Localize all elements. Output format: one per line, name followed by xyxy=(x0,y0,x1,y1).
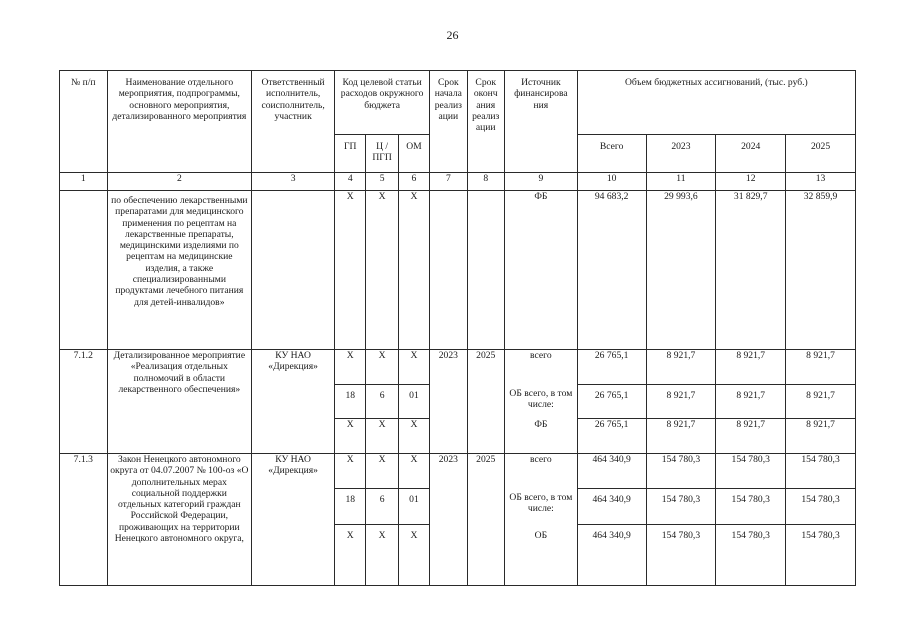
amount-2025: 154 780,3 xyxy=(786,525,856,586)
header-total: Всего xyxy=(577,135,646,173)
index-cell: 8 xyxy=(467,173,504,191)
amount-2025: 8 921,7 xyxy=(786,350,856,385)
index-row xyxy=(60,173,856,191)
amount-total: 94 683,2 xyxy=(577,191,646,350)
row-responsible: КУ НАО «Дирекция» xyxy=(252,350,335,454)
end-year: 2025 xyxy=(467,454,504,586)
code-cpgp: Х xyxy=(366,454,398,489)
amount-2024: 154 780,3 xyxy=(716,525,786,586)
amount-2024: 8 921,7 xyxy=(716,419,786,454)
code-gp: 18 xyxy=(335,385,366,419)
header-num: № п/п xyxy=(60,71,108,173)
code-gp: Х xyxy=(335,419,366,454)
page-number: 26 xyxy=(446,28,459,42)
row-name: Детализированное мероприятие «Реализация отдельных полномочий в области лекарственного обеспечения» xyxy=(107,350,252,454)
header-cpgp: Ц / ПГП xyxy=(366,135,398,173)
code-cpgp: Х xyxy=(366,419,398,454)
start-year: 2023 xyxy=(430,454,467,586)
funding-source: ОБ всего, в том числе: xyxy=(504,489,577,525)
code-om: Х xyxy=(398,525,429,586)
code-gp: Х xyxy=(335,350,366,385)
table-row xyxy=(60,350,856,385)
code-om: Х xyxy=(398,454,429,489)
index-cell: 9 xyxy=(504,173,577,191)
index-cell: 6 xyxy=(398,173,429,191)
amount-2025: 154 780,3 xyxy=(786,454,856,489)
header-2024: 2024 xyxy=(716,135,786,173)
funding-source: ФБ xyxy=(504,419,577,454)
amount-total: 26 765,1 xyxy=(577,350,646,385)
amount-2025: 8 921,7 xyxy=(786,385,856,419)
amount-2024: 154 780,3 xyxy=(716,489,786,525)
amount-2023: 8 921,7 xyxy=(646,419,716,454)
funding-source: всего xyxy=(504,350,577,385)
header-row xyxy=(60,71,856,135)
index-cell: 12 xyxy=(716,173,786,191)
header-name: Наименование отдельного мероприятия, подпрограммы, основного мероприятия, детализированного мероприятия xyxy=(107,71,252,173)
amount-total: 464 340,9 xyxy=(577,525,646,586)
amount-2023: 154 780,3 xyxy=(646,454,716,489)
amount-2023: 8 921,7 xyxy=(646,385,716,419)
index-cell: 5 xyxy=(366,173,398,191)
header-source: Источник финансирова ния xyxy=(504,71,577,173)
amount-2023: 29 993,6 xyxy=(646,191,716,350)
amount-2024: 31 829,7 xyxy=(716,191,786,350)
header-2023: 2023 xyxy=(646,135,716,173)
row-num-cell xyxy=(60,191,108,350)
amount-2023: 8 921,7 xyxy=(646,350,716,385)
amount-total: 464 340,9 xyxy=(577,489,646,525)
code-om: 01 xyxy=(398,489,429,525)
index-cell: 2 xyxy=(107,173,252,191)
amount-total: 26 765,1 xyxy=(577,385,646,419)
funding-source: ФБ xyxy=(504,191,577,350)
index-cell: 11 xyxy=(646,173,716,191)
code-cpgp: Х xyxy=(366,191,398,350)
end-year xyxy=(467,191,504,350)
table-row xyxy=(60,454,856,489)
amount-total: 464 340,9 xyxy=(577,454,646,489)
amount-2025: 32 859,9 xyxy=(786,191,856,350)
funding-source: всего xyxy=(504,454,577,489)
index-cell: 7 xyxy=(430,173,467,191)
code-cpgp: 6 xyxy=(366,489,398,525)
index-cell: 13 xyxy=(786,173,856,191)
end-year: 2025 xyxy=(467,350,504,454)
header-start: Срок начала реализ ации xyxy=(430,71,467,173)
amount-total: 26 765,1 xyxy=(577,419,646,454)
amount-2024: 154 780,3 xyxy=(716,454,786,489)
row-responsible xyxy=(252,191,335,350)
header-om: ОМ xyxy=(398,135,429,173)
funding-source: ОБ всего, в том числе: xyxy=(504,385,577,419)
header-code: Код целевой статьи расходов окружного бюджета xyxy=(335,71,430,135)
code-gp: Х xyxy=(335,191,366,350)
code-cpgp: 6 xyxy=(366,385,398,419)
code-gp: Х xyxy=(335,454,366,489)
row-name: по обеспечению лекарственными препаратами для медицинского применения по рецептам на лекарственные препараты, медицинскими изделиями по рецептам на медицинские изделия, а также специализированными продуктами лечебного питания для детей-инвалидов» xyxy=(107,191,252,350)
row-num: 7.1.3 xyxy=(60,454,108,586)
amount-2024: 8 921,7 xyxy=(716,385,786,419)
header-budget: Объем бюджетных ассигнований, (тыс. руб.) xyxy=(577,71,855,135)
row-name: Закон Ненецкого автономного округа от 04.07.2007 № 100-оз «О дополнительных мерах социальной поддержки отдельных категорий граждан Российской Федерации, проживающих на территории Ненецкого автономного округа, xyxy=(107,454,252,586)
budget-table xyxy=(59,70,856,586)
code-om: Х xyxy=(398,191,429,350)
start-year xyxy=(430,191,467,350)
header-end: Срок оконч ания реализ ации xyxy=(467,71,504,173)
code-cpgp: Х xyxy=(366,525,398,586)
code-gp: 18 xyxy=(335,489,366,525)
row-num: 7.1.2 xyxy=(60,350,108,454)
amount-2024: 8 921,7 xyxy=(716,350,786,385)
header-2025: 2025 xyxy=(786,135,856,173)
funding-source: ОБ xyxy=(504,525,577,586)
index-cell: 1 xyxy=(60,173,108,191)
code-gp: Х xyxy=(335,525,366,586)
amount-2023: 154 780,3 xyxy=(646,525,716,586)
code-om: Х xyxy=(398,350,429,385)
header-responsible: Ответственный исполнитель, соисполнитель, участник xyxy=(252,71,335,173)
amount-2025: 154 780,3 xyxy=(786,489,856,525)
amount-2023: 154 780,3 xyxy=(646,489,716,525)
amount-2025: 8 921,7 xyxy=(786,419,856,454)
header-gp: ГП xyxy=(335,135,366,173)
index-cell: 10 xyxy=(577,173,646,191)
code-om: 01 xyxy=(398,385,429,419)
row-responsible: КУ НАО «Дирекция» xyxy=(252,454,335,586)
index-cell: 3 xyxy=(252,173,335,191)
code-om: Х xyxy=(398,419,429,454)
code-cpgp: Х xyxy=(366,350,398,385)
index-cell: 4 xyxy=(335,173,366,191)
table-row xyxy=(60,191,856,350)
start-year: 2023 xyxy=(430,350,467,454)
